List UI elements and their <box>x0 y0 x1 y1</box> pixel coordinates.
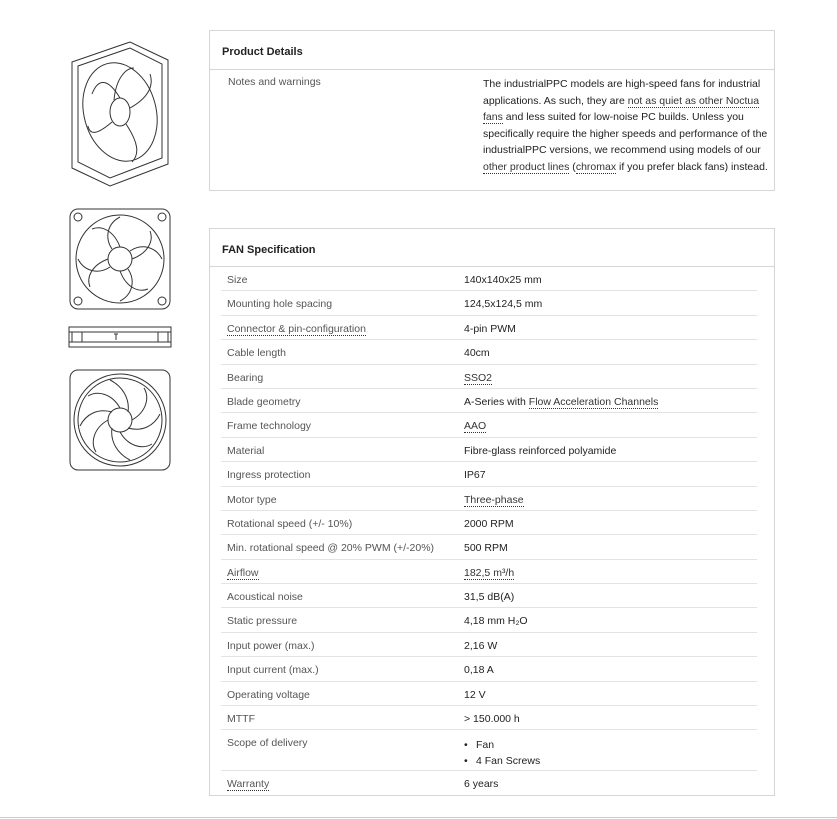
spec-value <box>464 518 514 530</box>
spec-table <box>221 267 757 795</box>
spec-value <box>464 494 524 506</box>
spec-label: Bearing <box>227 371 264 384</box>
fan-thumbnail-angled[interactable] <box>68 38 172 190</box>
spec-label: Input power (max.) <box>227 639 315 652</box>
notes-text <box>483 76 779 175</box>
spec-label: Size <box>227 274 248 286</box>
spec-row <box>221 389 757 413</box>
spec-value-text: 140x140x25 mm <box>464 274 542 286</box>
product-details-title: Product Details <box>210 31 774 70</box>
link-chromax[interactable]: chromax <box>575 160 617 173</box>
spec-row <box>221 413 757 437</box>
spec-value <box>464 778 498 790</box>
spec-value-text: 0,18 A <box>464 664 494 677</box>
delivery-list <box>464 737 540 769</box>
spec-row <box>221 608 757 632</box>
spec-value <box>464 567 514 579</box>
notes-text-part: if you prefer black fans) instead. <box>616 160 768 173</box>
spec-label: MTTF <box>227 713 255 726</box>
spec-value <box>464 347 490 359</box>
spec-row <box>221 535 757 559</box>
notes-text-part: ( <box>569 160 576 173</box>
spec-label: Scope of delivery <box>227 737 308 750</box>
spec-value <box>464 274 542 286</box>
spec-value-text: 40cm <box>464 347 490 360</box>
spec-value <box>464 713 520 725</box>
spec-row <box>221 487 757 511</box>
spec-value-text: 124,5x124,5 mm <box>464 298 543 311</box>
spec-row <box>221 657 757 681</box>
notes-row <box>210 70 774 175</box>
spec-value <box>464 298 542 310</box>
spec-value-text: 4,18 mm H₂O <box>464 615 528 628</box>
fan-spec-title: FAN Specification <box>210 229 774 267</box>
notes-text-part: and less suited for low-noise PC builds. Unless you specifically require the higher speeds and performance of the industrialPPC versions, we recommend using models of our <box>483 111 768 156</box>
fan-thumbnail-front[interactable] <box>68 207 172 311</box>
spec-row <box>221 462 757 486</box>
spec-label[interactable]: Airflow <box>227 566 259 579</box>
spec-label: Rotational speed (+/- 10%) <box>227 517 353 530</box>
delivery-item: • 4 Fan Screws <box>464 753 540 769</box>
spec-label: Input current (max.) <box>227 664 319 677</box>
spec-value-text: IP67 <box>464 469 486 482</box>
spec-value <box>464 469 486 481</box>
spec-value <box>464 591 514 603</box>
spec-row <box>221 584 757 608</box>
spec-value <box>464 323 516 335</box>
spec-value <box>464 396 658 408</box>
spec-value <box>464 542 508 554</box>
spec-value-text: 2,16 W <box>464 639 498 652</box>
link-other-product-lines[interactable]: other product lines <box>483 160 570 173</box>
spec-value-text: 12 V <box>464 688 486 701</box>
spec-value-text: A-Series with <box>464 395 529 408</box>
spec-row <box>221 560 757 584</box>
spec-row <box>221 633 757 657</box>
spec-value <box>464 664 494 676</box>
link-not-as-quiet[interactable]: not as quiet as other Noctua fans <box>483 94 760 123</box>
spec-value <box>464 420 486 432</box>
spec-label: Acoustical noise <box>227 591 303 604</box>
spec-value <box>464 689 486 701</box>
spec-value-text[interactable]: 182,5 m³/h <box>464 566 515 579</box>
spec-value-text: > 150.000 h <box>464 713 520 726</box>
delivery-item: • Fan <box>464 737 540 753</box>
spec-value-text[interactable]: AAO <box>464 420 487 433</box>
spec-label: Cable length <box>227 347 286 360</box>
spec-label: Min. rotational speed @ 20% PWM (+/-20%) <box>227 542 435 555</box>
fan-specification-panel <box>209 228 775 796</box>
notes-label: Notes and warnings <box>228 76 321 88</box>
fan-thumbnail-back[interactable] <box>68 368 172 472</box>
spec-label: Material <box>227 444 265 457</box>
spec-value-text: 2000 RPM <box>464 517 514 530</box>
spec-row <box>221 316 757 340</box>
spec-label: Blade geometry <box>227 395 301 408</box>
spec-row <box>221 291 757 315</box>
spec-label: Frame technology <box>227 420 312 433</box>
spec-value-text: Fibre-glass reinforced polyamide <box>464 444 617 457</box>
link-flow-acceleration-channels[interactable]: Flow Acceleration Channels <box>528 395 659 408</box>
spec-label: Static pressure <box>227 615 298 628</box>
fan-thumbnail-side[interactable] <box>68 326 172 348</box>
spec-label[interactable]: Warranty <box>227 778 270 791</box>
notes-text-part: The industrialPPC models are high-speed fans for industrial applications. As such, they are <box>483 78 761 107</box>
spec-value-text: 6 years <box>464 778 499 791</box>
spec-value <box>464 640 497 652</box>
spec-value-text: 31,5 dB(A) <box>464 591 515 604</box>
spec-value-text[interactable]: Three-phase <box>464 493 524 506</box>
spec-label: Mounting hole spacing <box>227 298 333 311</box>
spec-label: Ingress protection <box>227 469 311 482</box>
page-divider <box>0 817 837 818</box>
spec-row <box>221 511 757 535</box>
spec-value <box>464 445 616 457</box>
spec-label: Motor type <box>227 493 277 506</box>
spec-row <box>221 682 757 706</box>
spec-label: Operating voltage <box>227 688 310 701</box>
spec-row <box>221 730 757 771</box>
spec-value-text: 500 RPM <box>464 542 508 555</box>
product-details-panel <box>209 30 775 191</box>
spec-row <box>221 365 757 389</box>
spec-row <box>221 438 757 462</box>
spec-value-text[interactable]: SSO2 <box>464 371 493 384</box>
spec-value <box>464 372 492 384</box>
spec-row <box>221 340 757 364</box>
spec-row <box>221 771 757 795</box>
spec-value-text: 4-pin PWM <box>464 322 516 335</box>
spec-value <box>464 737 540 769</box>
spec-label[interactable]: Connector & pin-configuration <box>227 322 366 335</box>
spec-row <box>221 267 757 291</box>
spec-value <box>464 615 528 627</box>
spec-row <box>221 706 757 730</box>
